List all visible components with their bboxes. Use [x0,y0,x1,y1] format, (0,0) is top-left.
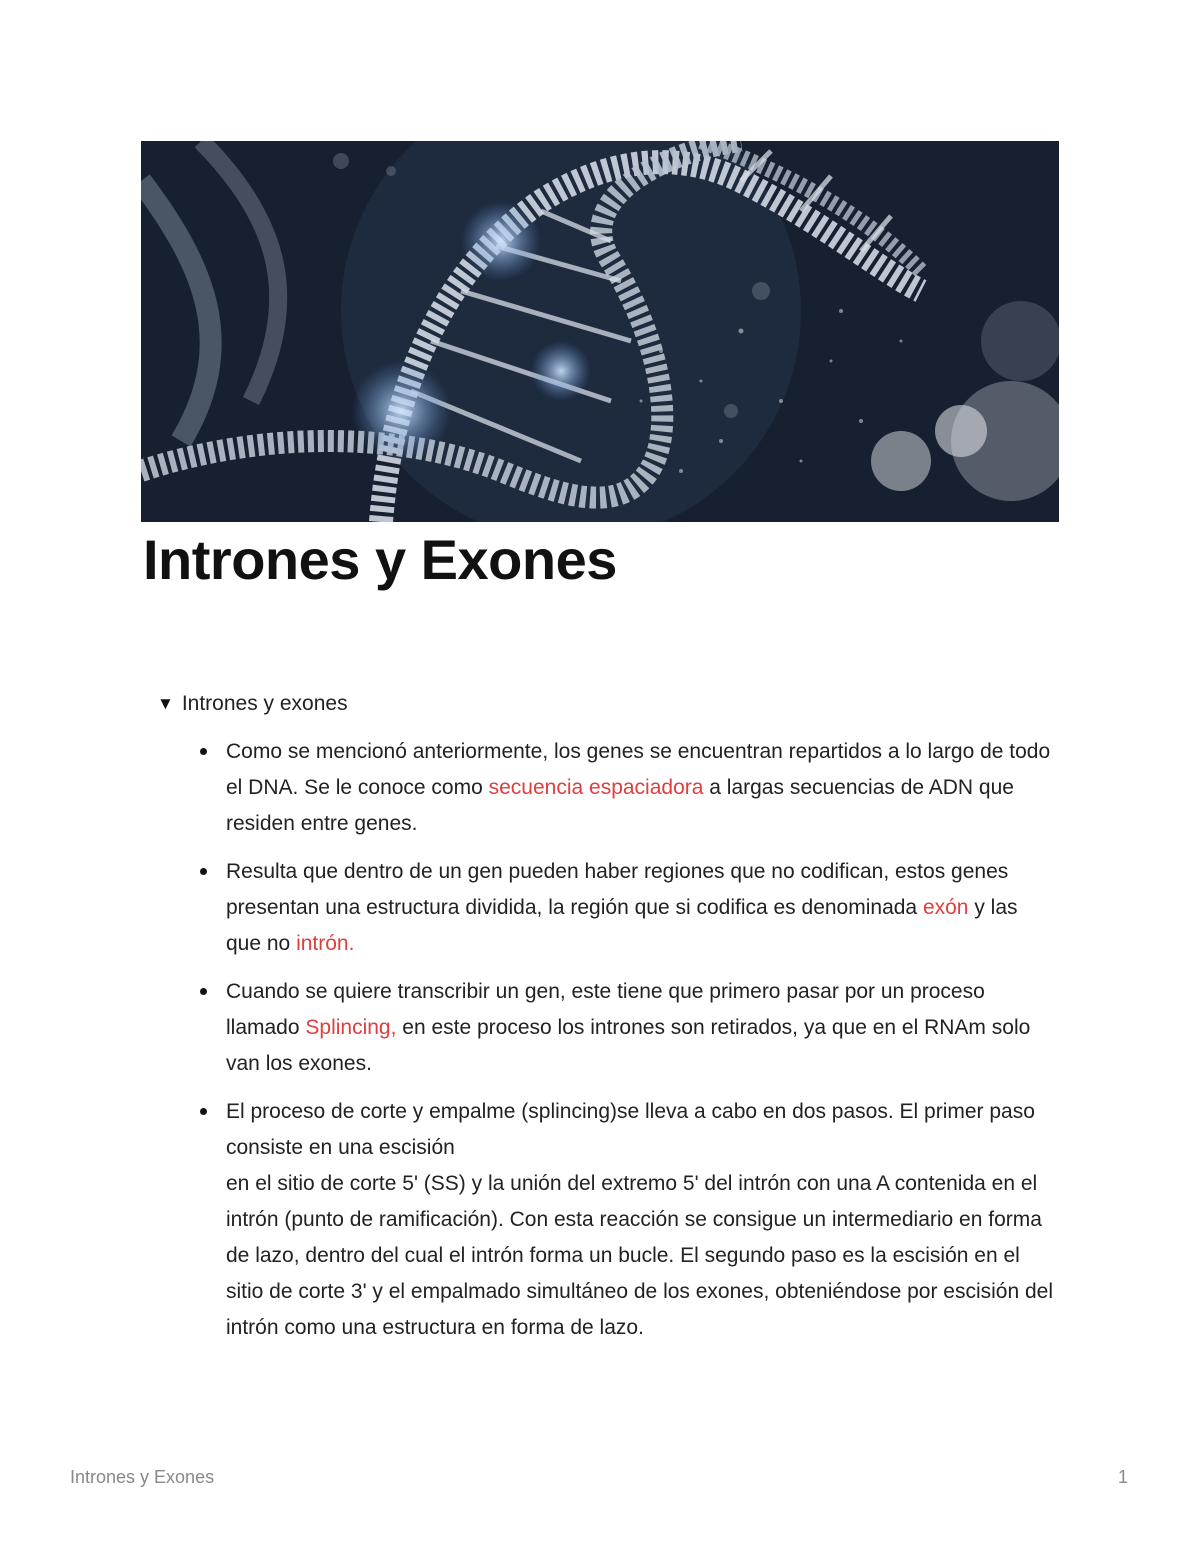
item-text: y las que no [226,896,1018,955]
page-number: 1 [1117,1467,1128,1487]
list-item [226,854,1056,962]
triangle-down-icon[interactable]: ▼ [157,694,174,713]
bullet-dot-icon [200,1108,207,1115]
item-text: El proceso de corte y empalme (splincing)se lleva a cabo en dos pasos. El primer paso consiste en una escisión [226,1100,1035,1159]
item-text: Como se mencionó anteriormente, los genes se encuentran repartidos a lo largo de todo el DNA. Se le conoce como [226,740,1051,799]
page-title: Intrones y Exones [143,528,617,591]
highlighted-term: secuencia espaciadora [488,776,704,799]
bullet-list [226,734,1056,1358]
toggle-block[interactable] [157,692,348,716]
footer-title: Intrones y Exones [70,1467,215,1487]
item-text: Cuando se quiere transcribir un gen, este tiene que primero pasar por un proceso llamado [226,980,985,1039]
highlighted-term: exón [922,896,969,919]
bullet-dot-icon [200,988,207,995]
highlighted-term: Splincing, [305,1016,397,1039]
item-text: a largas secuencias de ADN que residen entre genes. [226,776,1014,835]
list-item [226,974,1056,1082]
list-item [226,1094,1056,1346]
bullet-dot-icon [200,748,207,755]
toggle-label: Intrones y exones [181,692,348,715]
highlighted-term: intrón. [296,932,355,955]
item-text: Resulta que dentro de un gen pueden haber regiones que no codifican, estos genes presentan una estructura dividida, la región que si codifica es denominada [226,860,1009,919]
item-text: en este proceso los intrones son retirados, ya que en el RNAm solo van los exones. [226,1016,1031,1075]
bullet-dot-icon [200,868,207,875]
list-item [226,734,1056,842]
item-text: en el sitio de corte 5' (SS) y la unión del extremo 5' del intrón con una A contenida en el intrón (punto de ramificación). Con esta reacción se consigue un intermediario en forma de lazo, dentro del cual el intrón forma un bucle. El segundo paso es la escisión en el sitio de corte 3' y el empalmado simultáneo de los exones, obteniéndose por escisión del intrón como una estructura en forma de lazo. [226,1172,1053,1339]
cover-image-dna-helix [141,141,1059,522]
